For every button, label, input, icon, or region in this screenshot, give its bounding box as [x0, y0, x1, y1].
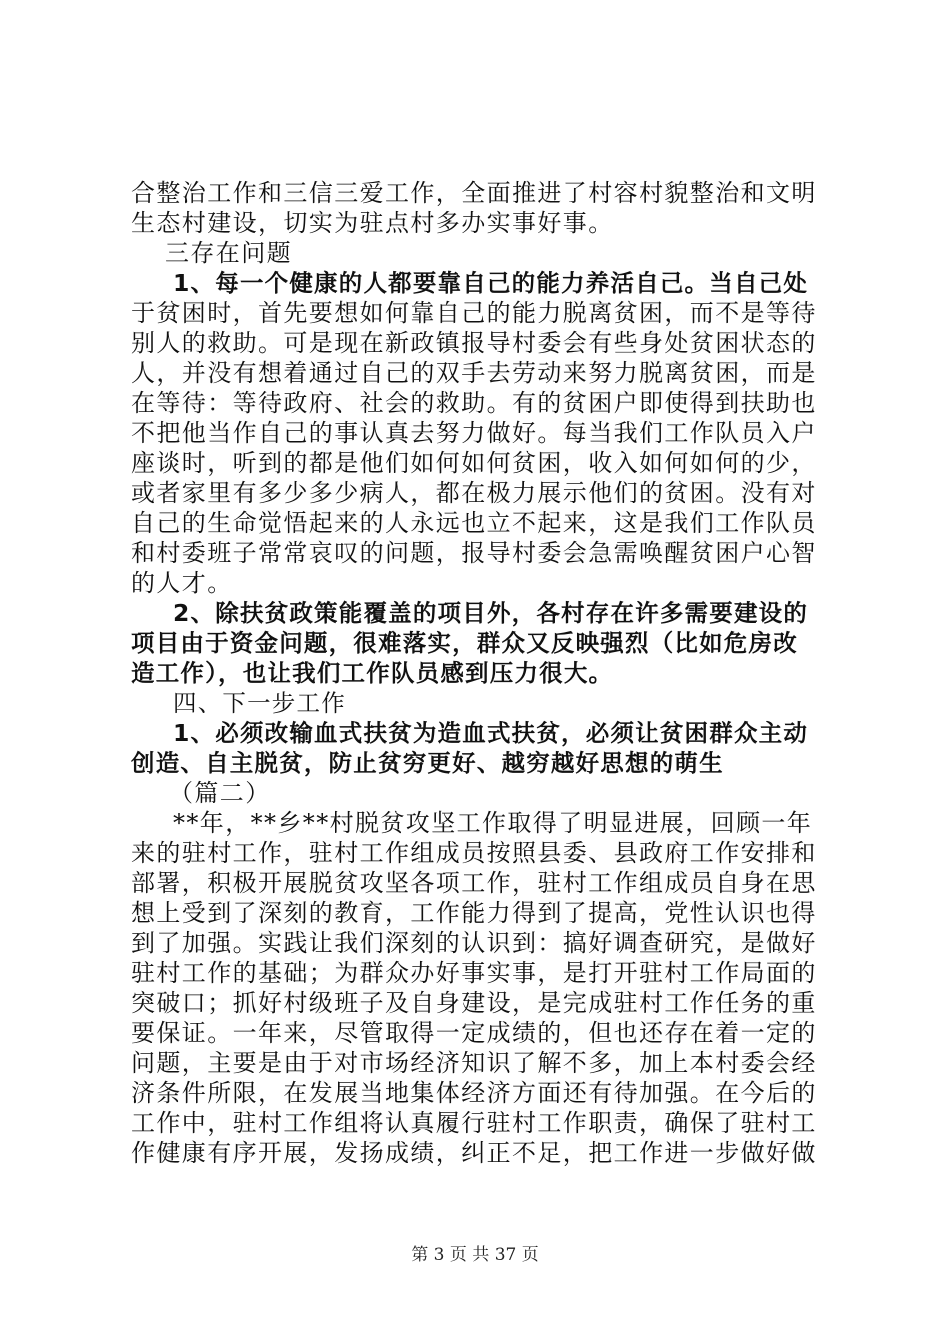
- text-line: 作健康有序开展，发扬成绩，纠正不足，把工作进一步做好做: [131, 1139, 817, 1167]
- text-line: 在等待：等待政府、社会的救助。有的贫困户即使得到扶助也: [131, 389, 817, 417]
- text-line: 于贫困时，首先要想如何靠自己的能力脱离贫困，而不是等待: [131, 299, 817, 327]
- text-line: 想上受到了深刻的教育，工作能力得到了提高，党性认识也得: [131, 899, 817, 927]
- text-line: 创造、自主脱贫，防止贫穷更好、越穷越好思想的萌生: [131, 749, 724, 777]
- text-line: 或者家里有多少多少病人，都在极力展示他们的贫困。没有对: [131, 479, 817, 507]
- text-line: 1、每一个健康的人都要靠自己的能力养活自己。当自己处: [173, 269, 809, 297]
- text-line: 突破口；抓好村级班子及自身建设，是完成驻村工作任务的重: [131, 989, 817, 1017]
- text-line: **年，**乡**村脱贫攻坚工作取得了明显进展，回顾一年: [173, 809, 813, 837]
- text-line: 来的驻村工作，驻村工作组成员按照县委、县政府工作安排和: [131, 839, 817, 867]
- text-line: 驻村工作的基础；为群众办好事实事，是打开驻村工作局面的: [131, 959, 817, 987]
- text-line: 自己的生命觉悟起来的人永远也立不起来，这是我们工作队员: [131, 509, 817, 537]
- text-line: 工作中，驻村工作组将认真履行驻村工作职责，确保了驻村工: [131, 1109, 817, 1137]
- text-line: 要保证。一年来，尽管取得一定成绩的，但也还存在着一定的: [131, 1019, 817, 1047]
- section-heading: 三存在问题: [165, 239, 292, 267]
- text-line: 造工作），也让我们工作队员感到压力很大。: [131, 659, 614, 687]
- text-line: 别人的救助。可是现在新政镇报导村委会有些身处贫困状态的: [131, 329, 817, 357]
- text-line: 合整治工作和三信三爱工作，全面推进了村容村貌整治和文明: [131, 179, 817, 207]
- text-line: 座谈时，听到的都是他们如何如何贫困，收入如何如何的少，: [131, 449, 817, 477]
- section-heading: （篇二）: [169, 779, 271, 807]
- page-number-footer: 第 3 页 共 37 页: [411, 1245, 539, 1265]
- text-line: 1、必须改输血式扶贫为造血式扶贫，必须让贫困群众主动: [173, 719, 809, 747]
- text-line: 部署，积极开展脱贫攻坚各项工作，驻村工作组成员自身在思: [131, 869, 817, 897]
- text-line: 生态村建设，切实为驻点村多办实事好事。: [131, 209, 614, 237]
- text-line: 项目由于资金问题，很难落实，群众又反映强烈（比如危房改: [131, 629, 798, 657]
- section-heading: 四、下一步工作: [173, 689, 346, 717]
- text-line: 济条件所限，在发展当地集体经济方面还有待加强。在今后的: [131, 1079, 817, 1107]
- text-line: 人，并没有想着通过自己的双手去劳动来努力脱离贫困，而是: [131, 359, 817, 387]
- text-line: 不把他当作自己的事认真去努力做好。每当我们工作队员入户: [131, 419, 817, 447]
- text-line: 到了加强。实践让我们深刻的认识到：搞好调查研究，是做好: [131, 929, 817, 957]
- text-line: 2、除扶贫政策能覆盖的项目外，各村存在许多需要建设的: [173, 599, 809, 627]
- text-line: 和村委班子常常哀叹的问题，报导村委会急需唤醒贫困户心智: [131, 539, 817, 567]
- text-line: 问题，主要是由于对市场经济知识了解不多，加上本村委会经: [131, 1049, 817, 1077]
- text-line: 的人才。: [131, 569, 233, 597]
